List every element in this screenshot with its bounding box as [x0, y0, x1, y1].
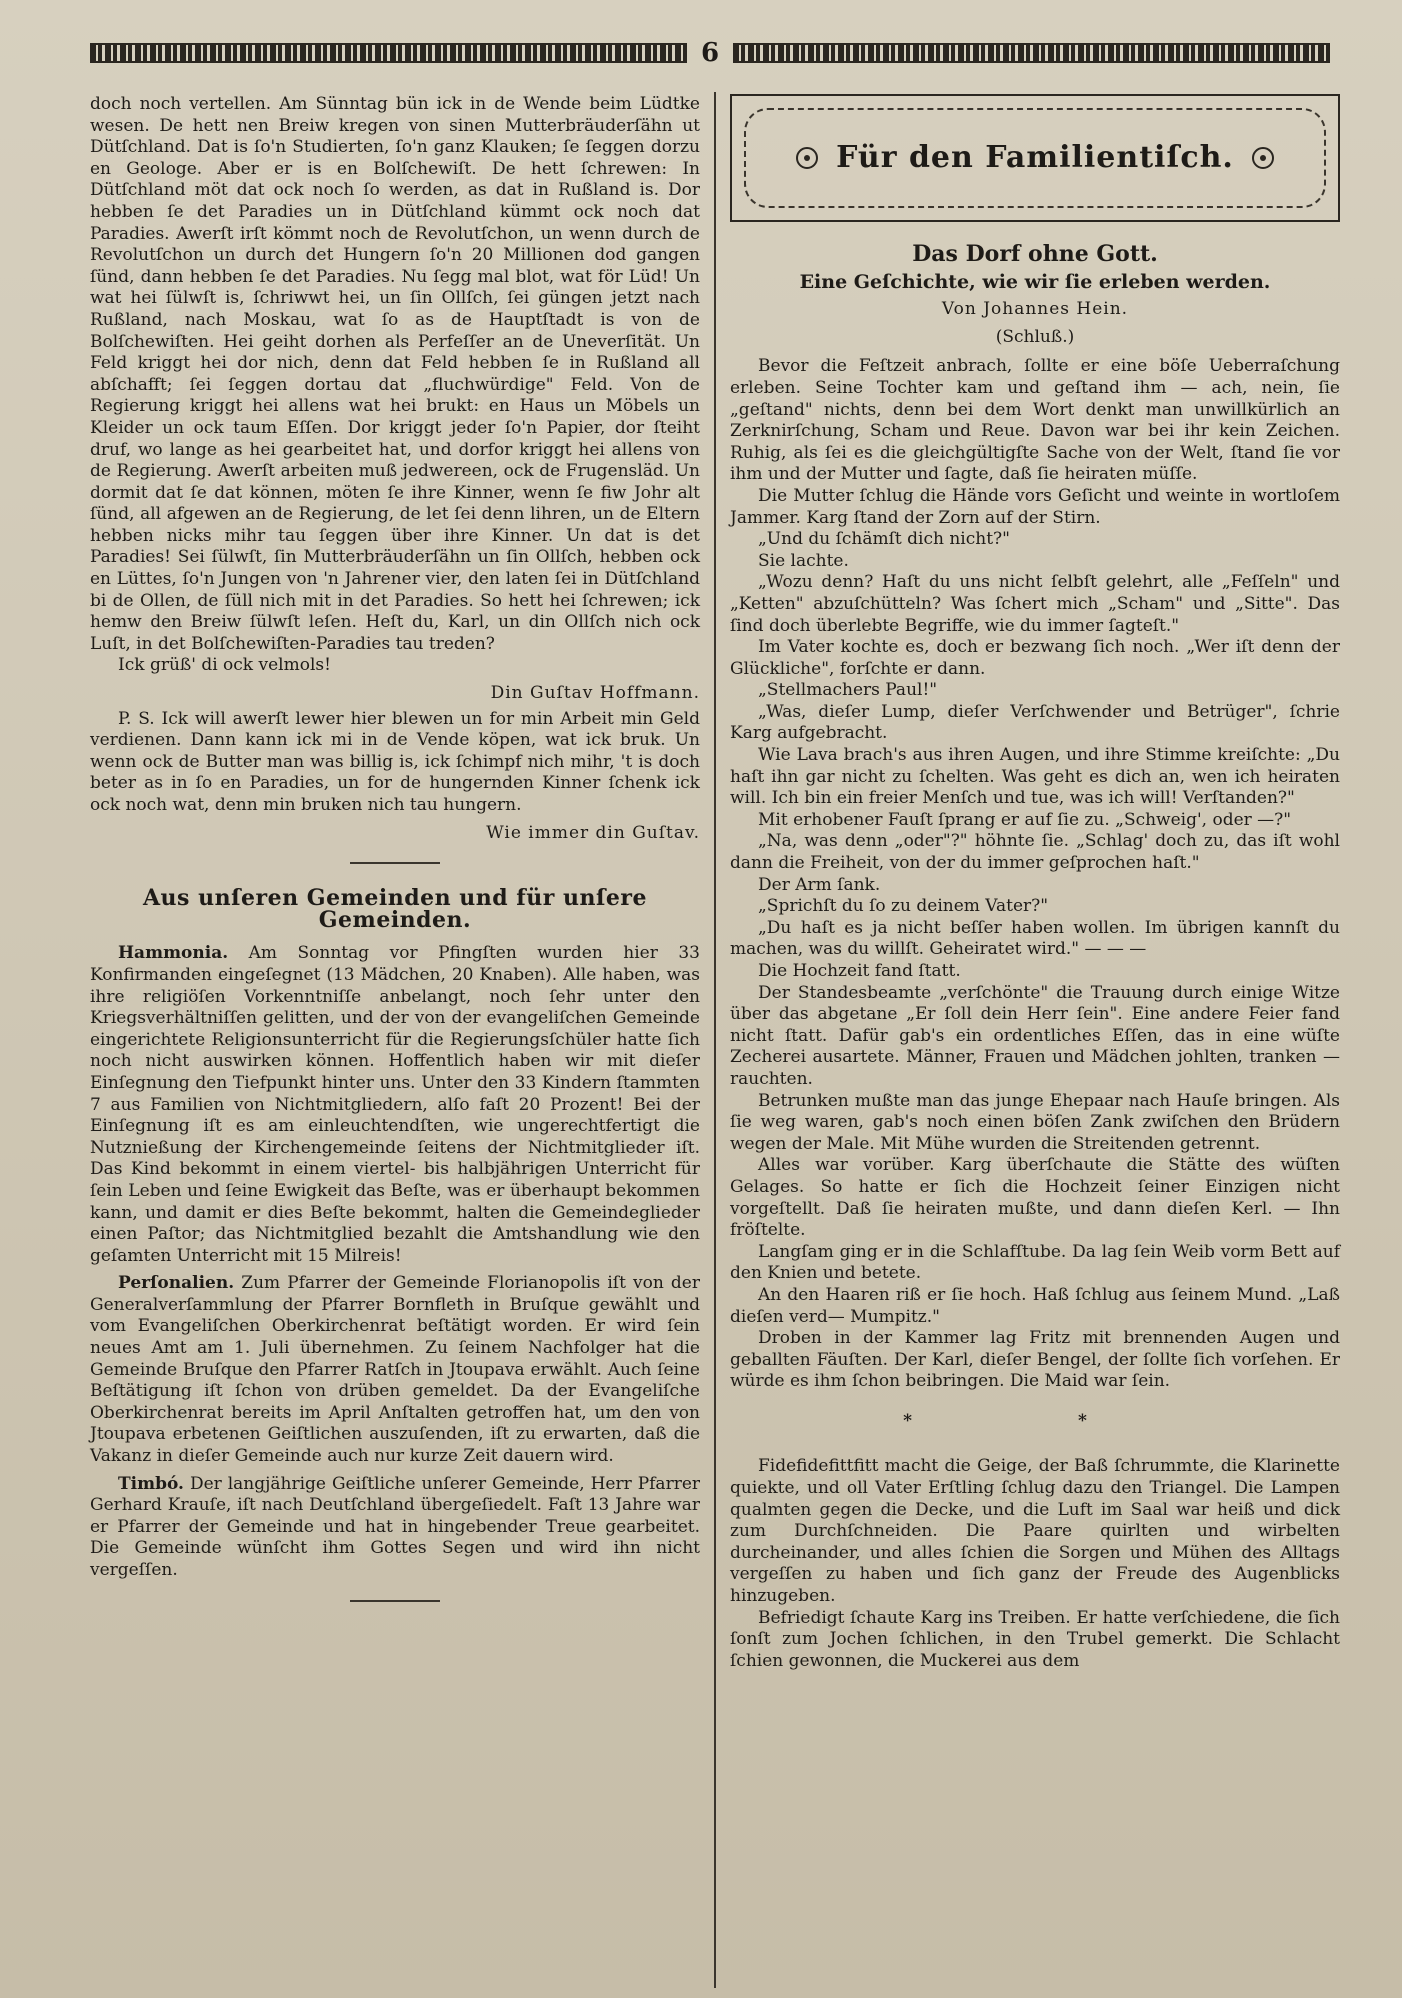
news-keyword: Hammonia.	[118, 943, 229, 964]
story-paragraph: „Na, was denn „oder"?" höhnte ſie. „Schlag' doch zu, das iſt wohl dann die Freiheit, von der du immer geſprochen haſt."	[730, 831, 1340, 874]
news-keyword: Perſonalien.	[118, 1273, 235, 1294]
story-closing	[730, 1456, 1340, 1672]
feature-box-inner	[744, 108, 1326, 208]
feature-box	[730, 94, 1340, 222]
story-paragraph: Die Hochzeit fand ſtatt.	[758, 961, 961, 981]
end-divider	[350, 1600, 440, 1602]
story-paragraph: Befriedigt ſchaute Karg ins Treiben. Er hatte verſchiedene, die ſich ſonſt zum Jochen ſchlichen, in den Trubel gemerkt. Die Schlacht ſchien gewonnen, die Muckerei aus dem	[730, 1607, 1340, 1671]
story-paragraph: Mit erhobener Fauſt ſprang er auf ſie zu. „Schweig', oder —?"	[758, 809, 1292, 830]
story-body	[730, 356, 1340, 1393]
story-note: (Schluß.)	[995, 326, 1075, 347]
news-text: Zum Pfarrer der Gemeinde Florianopolis iſt von der Generalverſammlung der Pfarrer Bornfleth in Bruſque gewählt und vom Evangeliſchen Oberkirchenrat beſtätigt worden. Er wird ſein neues Amt am 1. Juli übernehmen. Zu ſeinem Nachfolger hat die Gemeinde Bruſque den Pfarrer Ratſch in Jtoupava erwählt. Auch ſeine Beſtätigung iſt ſchon von drüben gemeldet. Da der Evangeliſche Oberkirchenrat bereits im April Anſtalten getroffen hat, um den von Jtoupava erbetenen Geiſtlichen auszuſenden, iſt zu erwarten, daß die Vakanz in dieſer Gemeinde auch nur kurze Zeit dauern wird.	[90, 1273, 700, 1467]
letter-signature: Din Guſtav Hoffmann.	[490, 683, 700, 704]
news-keyword: Timbó.	[118, 1473, 184, 1494]
postscript-signature: Wie immer din Guſtav.	[486, 822, 700, 843]
story-stars: * *	[903, 1410, 1167, 1431]
story-author: Von Johannes Hein.	[941, 299, 1129, 320]
story-subtitle: Eine Geſchichte, wie wir ſie erleben werden.	[799, 270, 1271, 293]
news-item	[90, 1273, 700, 1467]
story-paragraph: Im Vater kochte es, doch er bezwang ſich noch. „Wer iſt denn der Glückliche", forſchte er dann.	[730, 637, 1340, 679]
news-item	[90, 943, 700, 1267]
letter-paragraph: Ick grüß' di ock velmols!	[118, 655, 331, 676]
story-paragraph: Droben in der Kammer lag Fritz mit brennenden Augen und geballten Fäuſten. Der Karl, dieſer Bengel, der ſollte ſich vorſehen. Er würde es ihm ſchon beibringen. Die Maid war ſein.	[730, 1328, 1340, 1392]
letter-paragraph: doch noch vertellen. Am Sünntag bün ick in de Wende beim Lüdtke wesen. De hett nen Breiw kregen von sinen Mutterbräuderſähn ut Dütſchland. Dat is ſo'n Studierten, ſo'n ganz Klauken; ſe ſeggen dorzu en Geologe. Aber er is en Bolſchewiſt. De hett ſchrewen: In Dütſchland möt dat ock noch ſo werden, as dat in Rußland is. Dor hebben ſe det Paradies un in Dütſchland kümmt ock noch dat Paradies. Awerſt irſt kömmt noch de Revolutſchon, un wenn durch de Revolutſchon un durch det Hungern ſo'n 20 Millionen dod gangen ſünd, dann hebben ſe det Paradies. Nu ſegg mal blot, wat för Lüd! Un wat hei ſülwſt is, ſchriwwt hei, un ſin Ollſch, ſei güngen jetzt nach Rußland, nach Moskau, wat ſo as de Hauptſtadt is von de Bolſchewiſten. Hei geiht dorhen als Perfeſſer an de Uneverſität. Un Feld kriggt hei dor nich, denn dat Feld hebben ſe in Rußland all abſchafft; ſei ſeggen dortau dat „fluchwürdige" Feld. Von de Regierung kriggt hei allens wat hei brukt: en Haus un Möbels un Kleider un ock taum Eſſen. Dor kriggt jeder ſo'n Papier, dor ſteiht druf, wo lange as hei gearbeitet hat, und dorfor kriggt hei allens von de Regierung. Awerſt arbeiten muß jedwereen, ock de Frugensläd. Un dormit dat ſe dat können, möten ſe ihre Kinner, wenn ſe fiw Johr alt ſünd, all afgewen an de Regierung, de let ſei denn lihren, un de Eltern hebben nicks mihr tau ſeggen über ihre Kinner. Un dat is det Paradies! Sei ſülwſt, ſin Mutterbräuderſähn un ſin Ollſch, hebben ock en Lüttes, ſo'n Jungen von 'n Jahrener vier, den laten ſei in Dütſchland bi de Ollen, de ſüll nich mit in det Paradies. So hett hei ſchrewen; ick hemw den Breiw ſülwſt leſen. Heſt du, Karl, un din Ollſch nich ock Luſt, in det Bolſchewiſten-Paradies tau treden?	[90, 94, 700, 654]
story-paragraph: Bevor die Feſtzeit anbrach, ſollte er eine böſe Ueberraſchung erleben. Seine Tochter kam und geſtand ihm — ach, nein, ſie „geſtand" nichts, denn bei dem Wort denkt man unwillkürlich an Zerknirſchung, Scham und Reue. Davon war bei ihr kein Zeichen. Ruhig, als ſei es die gleichgültigſte Sache von der Welt, ſtand ſie vor ihm und der Mutter und ſagte, daß ſie heiraten müſſe.	[730, 356, 1340, 485]
header-ornament-right	[733, 43, 1330, 63]
story-paragraph: „Stellmachers Paul!"	[758, 680, 938, 701]
feature-title: Für den Familientiſch.	[836, 140, 1234, 176]
story-paragraph: An den Haaren riß er ſie hoch. Haß ſchlug aus ſeinem Mund. „Laß dieſen verd— Mumpitz."	[730, 1284, 1340, 1327]
news-item	[90, 1474, 700, 1582]
left-column	[90, 94, 700, 1978]
story-paragraph: „Was, dieſer Lump, dieſer Verſchwender und Betrüger", ſchrie Karg aufgebracht.	[730, 701, 1340, 744]
postscript: P. S. Ick will awerſt lewer hier blewen un for min Arbeit min Geld verdienen. Dann kann ick mi in de Vende köpen, wat ick bruk. Un wenn ock de Butter man was billig is, ick ſchimpf nich mihr, 't is doch beter as in ſo en Paradies, un for de hungernden Kinner ſchenk ick ock noch wat, denn min bruken nich tau hungern.	[90, 708, 700, 815]
news-text: Am Sonntag vor Pfingſten wurden hier 33 Konfirmanden eingeſegnet (13 Mädchen, 20 Knaben). Alle haben, was ihre religiöſen Vorkenntniſſe anbelangt, noch ſehr unter den Kriegsverhältniſſen gelitten, und der von der evangeliſchen Gemeinde eingerichtete Religionsunterricht für die Regierungsſchüler hatte ſich noch nicht auswirken können. Hoffentlich haben wir mit dieſer Einſegnung den Tiefpunkt hinter uns. Unter den 33 Kindern ſtammten 7 aus Familien von Nichtmitgliedern, alſo faſt 20 Prozent! Bei der Einſegnung iſt es am einleuchtendſten, wie ungerechtfertigt die Nutznießung der Kirchengemeinde ſeitens der Nichtmitglieder iſt. Das Kind bekommt in einem viertel- bis halbjährigen Unterricht für ſein Leben und ſeine Ewigkeit das Beſte, was er überhaupt bekommen kann, und damit er dies Beſte bekommt, halten die Gemeindeglieder einen Paſtor; das Nichtmitglied bezahlt die Amtshandlung wie den geſamten Unterricht mit 15 Milreis!	[90, 943, 700, 1266]
story-paragraph: Langſam ging er in die Schlafſtube. Da lag ſein Weib vorm Bett auf den Knien und betete.	[730, 1241, 1340, 1284]
story-paragraph: „Sprichſt du ſo zu deinem Vater?"	[758, 896, 1049, 917]
story-paragraph: Betrunken mußte man das junge Ehepaar nach Hauſe bringen. Als ſie weg waren, gab's noch einen böſen Zank zwiſchen den Brüdern wegen der Male. Mit Mühe wurden die Streitenden getrennt.	[730, 1090, 1340, 1154]
news-text: Der langjährige Geiſtliche unſerer Gemeinde, Herr Pfarrer Gerhard Krauſe, iſt nach Deutſchland übergeſiedelt. Faſt 13 Jahre war er Pfarrer der Gemeinde und hat in hingebender Treue gearbeitet. Die Gemeinde wünſcht ihm Gottes Segen und wird ihn nicht vergeſſen.	[90, 1473, 701, 1580]
story-paragraph: Sie lachte.	[758, 550, 849, 571]
page-number: 6	[700, 38, 720, 68]
story-title: Das Dorf ohne Gott.	[912, 241, 1158, 267]
story-paragraph: „Wozu denn? Haſt du uns nicht ſelbſt gelehrt, alle „Feſſeln" und „Ketten" abzuſchütteln? Was ſchert mich „Scham" und „Sitte". Das ſind doch überlebte Begriffe, wie du immer ſagteſt."	[730, 572, 1340, 636]
section-heading: Aus unſeren Gemeinden und für unſere Gemeinden.	[142, 885, 648, 933]
story-paragraph: Der Standesbeamte „verſchönte" die Trauung durch einige Witze über das abgetane „Er ſoll dein Herr ſein". Eine andere Feier fand nicht ſtatt. Dafür gab's ein ordentliches Eſſen, das in eine wüſte Zecherei ausartete. Männer, Frauen und Mädchen johlten, tranken — rauchten.	[730, 982, 1340, 1089]
story-paragraph: „Du haſt es ja nicht beſſer haben wollen. Im übrigen kannſt du machen, was du willſt. Geheiratet wird." — — —	[730, 917, 1340, 960]
story-paragraph: Alles war vorüber. Karg überſchaute die Stätte des wüſten Gelages. So hatte er ſich die Hochzeit ſeiner Einzigen nicht vorgeſtellt. Daß ſie heiraten mußte, und dann dieſen Kerl. — Ihn fröſtelte.	[730, 1155, 1340, 1241]
header-ornament-left	[90, 43, 687, 63]
story-paragraph: Wie Lava brach's aus ihren Augen, und ihre Stimme kreiſchte: „Du haſt ihn gar nicht zu ſchelten. Was geht es dich an, wen ich heiraten will. Ich bin ein freier Menſch und tue, was ich will! Verſtanden?"	[730, 745, 1340, 809]
ornament-circle-icon	[1252, 147, 1274, 169]
story-paragraph: Die Mutter ſchlug die Hände vors Geſicht und weinte in wortloſem Jammer. Karg ſtand der Zorn auf der Stirn.	[730, 485, 1340, 528]
page-header	[90, 40, 1330, 66]
column-divider	[714, 92, 716, 1988]
story-paragraph: Der Arm ſank.	[758, 874, 881, 895]
story-paragraph: Fidefidefittfitt macht die Geige, der Baß ſchrummte, die Klarinette quiekte, und oll Vater Erſtling ſchlug dazu den Triangel. Die Lampen qualmten gegen die Decke, und die Luft im Saal war heiß und dick zum Durchſchneiden. Die Paare quirlten und wirbelten durcheinander, und alles ſchien die Sorgen und Mühen des Alltags vergeſſen zu haben und ſich ganz der Freude des Augenblicks hinzugeben.	[730, 1456, 1340, 1607]
right-column	[730, 94, 1340, 1978]
story-paragraph: „Und du ſchämſt dich nicht?"	[758, 529, 1010, 550]
ornament-circle-icon	[796, 147, 818, 169]
section-divider	[350, 862, 440, 864]
